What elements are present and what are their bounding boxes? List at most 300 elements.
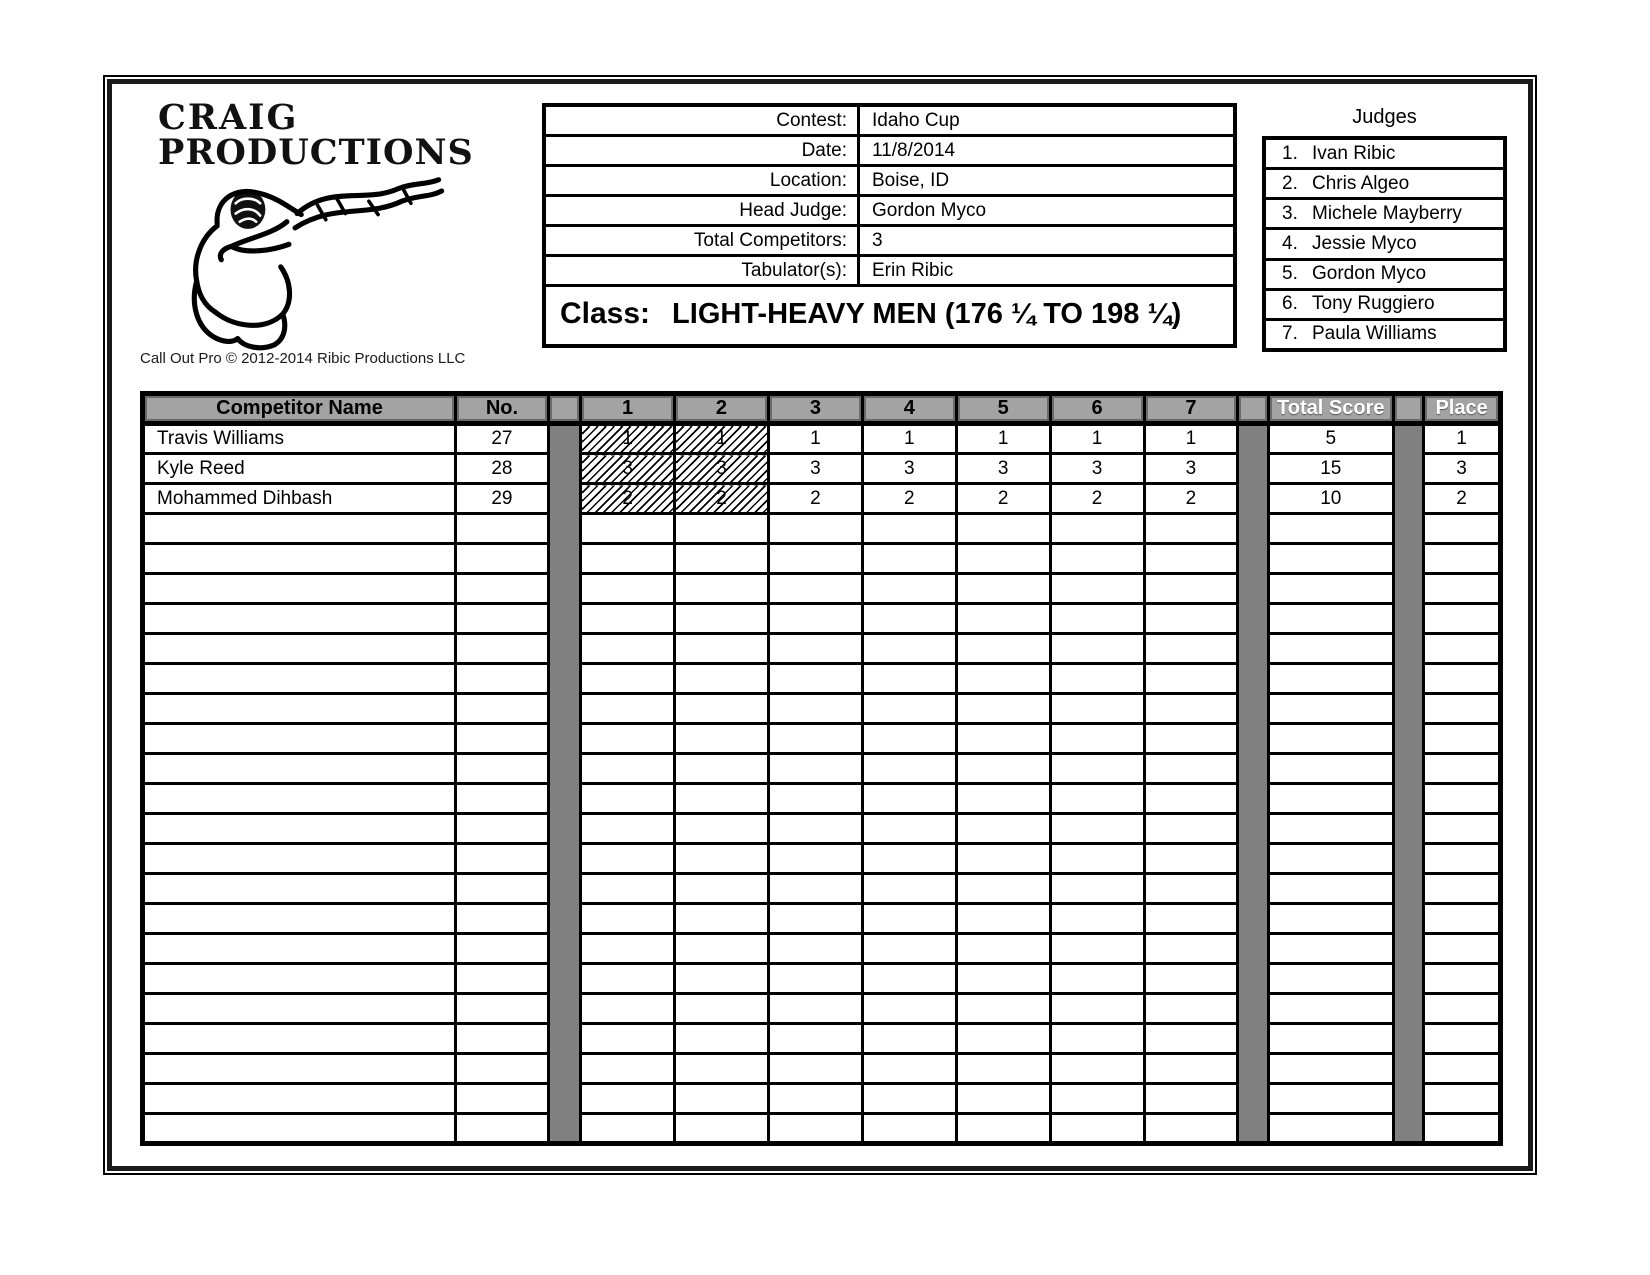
judge-score-cell-5 <box>956 694 1050 724</box>
total-score-cell <box>1268 604 1393 634</box>
judge-score-cell-1 <box>581 724 675 754</box>
place-cell: 3 <box>1424 454 1501 484</box>
judge-score-cell-7 <box>1144 604 1238 634</box>
spacer-cell <box>548 754 580 784</box>
judge-score-cell-4 <box>862 964 956 994</box>
place-cell <box>1424 664 1501 694</box>
total-score-cell <box>1268 934 1393 964</box>
judge-score-cell-7 <box>1144 754 1238 784</box>
total-score-cell: 5 <box>1268 424 1393 454</box>
place-cell <box>1424 964 1501 994</box>
spacer-cell <box>1238 844 1268 874</box>
header-spacer-3 <box>1393 394 1423 424</box>
score-table-body <box>143 424 1501 1144</box>
spacer-cell <box>548 544 580 574</box>
competitor-no-cell <box>455 724 548 754</box>
judge-score-cell-4: 2 <box>862 484 956 514</box>
spacer-cell <box>1238 1114 1268 1144</box>
place-cell <box>1424 1054 1501 1084</box>
judge-score-cell-2 <box>675 964 769 994</box>
judge-score-cell-7 <box>1144 1114 1238 1144</box>
judge-score-cell-4: 3 <box>862 454 956 484</box>
competitor-no-cell <box>455 664 548 694</box>
judge-score-cell-4 <box>862 1114 956 1144</box>
spacer-cell <box>548 724 580 754</box>
judge-number: 7. <box>1282 323 1298 345</box>
spacer-cell <box>548 1084 580 1114</box>
judge-score-cell-4 <box>862 904 956 934</box>
competitor-name-cell <box>143 724 456 754</box>
header-row <box>143 394 1501 424</box>
total-score-cell <box>1268 994 1393 1024</box>
total-score-cell <box>1268 694 1393 724</box>
judge-score-cell-6 <box>1050 514 1144 544</box>
judge-score-cell-7 <box>1144 634 1238 664</box>
place-cell <box>1424 1084 1501 1114</box>
judge-score-cell-2 <box>675 904 769 934</box>
spacer-cell <box>1393 784 1423 814</box>
judge-row-7 <box>1266 321 1503 348</box>
spacer-cell <box>1393 1054 1423 1084</box>
judge-score-cell-4 <box>862 754 956 784</box>
place-cell: 1 <box>1424 424 1501 454</box>
judge-score-cell-5 <box>956 604 1050 634</box>
col-header-judge-3: 3 <box>768 394 862 424</box>
spacer-cell <box>548 994 580 1024</box>
score-table <box>140 391 1503 1146</box>
empty-row <box>143 904 1501 934</box>
contest-info-row-1 <box>546 137 1233 167</box>
spacer-cell <box>1393 1024 1423 1054</box>
spacer-cell <box>548 1024 580 1054</box>
competitor-name-cell <box>143 544 456 574</box>
contest-info-row-0 <box>546 107 1233 137</box>
judge-score-cell-6 <box>1050 604 1144 634</box>
judge-score-cell-5: 3 <box>956 454 1050 484</box>
judge-score-cell-5 <box>956 514 1050 544</box>
judge-score-cell-7 <box>1144 724 1238 754</box>
spacer-cell <box>548 604 580 634</box>
spacer-cell <box>1393 424 1423 454</box>
judge-score-cell-2 <box>675 1084 769 1114</box>
contest-info-row-3 <box>546 197 1233 227</box>
competitor-no-cell <box>455 1114 548 1144</box>
judge-score-cell-6 <box>1050 784 1144 814</box>
place-cell <box>1424 784 1501 814</box>
col-header-total-score: Total Score <box>1268 394 1393 424</box>
spacer-cell <box>548 424 580 454</box>
judge-score-cell-4 <box>862 634 956 664</box>
empty-row <box>143 934 1501 964</box>
judge-row-5 <box>1266 261 1503 291</box>
judge-name: Chris Algeo <box>1312 172 1410 194</box>
spacer-cell <box>1238 904 1268 934</box>
competitor-no-cell <box>455 1084 548 1114</box>
spacer-cell <box>548 1114 580 1144</box>
empty-row <box>143 1054 1501 1084</box>
spacer-cell <box>1238 994 1268 1024</box>
judge-score-cell-5: 2 <box>956 484 1050 514</box>
judge-score-cell-4 <box>862 544 956 574</box>
judge-score-cell-6 <box>1050 574 1144 604</box>
competitor-name-cell <box>143 1024 456 1054</box>
judge-score-cell-6 <box>1050 874 1144 904</box>
competitor-name-cell <box>143 844 456 874</box>
spacer-cell <box>1393 904 1423 934</box>
page-border <box>103 75 1537 1175</box>
judge-score-cell-1 <box>581 814 675 844</box>
competitor-name-cell: Mohammed Dihbash <box>143 484 456 514</box>
contest-info-value: Erin Ribic <box>872 260 954 281</box>
contest-info-row-5 <box>546 257 1233 287</box>
total-score-cell <box>1268 814 1393 844</box>
judge-score-cell-7 <box>1144 1024 1238 1054</box>
judge-score-cell-4 <box>862 814 956 844</box>
judge-score-cell-7 <box>1144 874 1238 904</box>
page-content <box>107 79 1533 1171</box>
place-cell: 2 <box>1424 484 1501 514</box>
competitor-row-2 <box>143 484 1501 514</box>
place-cell <box>1424 604 1501 634</box>
judge-score-cell-1 <box>581 934 675 964</box>
judge-score-cell-5 <box>956 784 1050 814</box>
judge-score-cell-2 <box>675 754 769 784</box>
spacer-cell <box>1393 844 1423 874</box>
judge-row-1 <box>1266 140 1503 170</box>
place-cell <box>1424 514 1501 544</box>
judge-score-cell-5 <box>956 844 1050 874</box>
judge-score-cell-1 <box>581 664 675 694</box>
judge-score-cell-5 <box>956 634 1050 664</box>
judge-score-cell-1 <box>581 544 675 574</box>
competitor-name-cell <box>143 1114 456 1144</box>
competitor-no-cell <box>455 784 548 814</box>
judge-score-cell-3 <box>768 514 862 544</box>
place-cell <box>1424 544 1501 574</box>
judge-score-cell-5 <box>956 814 1050 844</box>
judge-score-cell-3 <box>768 724 862 754</box>
judge-score-cell-4 <box>862 1024 956 1054</box>
judge-score-cell-7 <box>1144 964 1238 994</box>
judge-score-cell-5: 1 <box>956 424 1050 454</box>
spacer-cell <box>548 934 580 964</box>
judge-score-cell-6: 2 <box>1050 484 1144 514</box>
judge-score-cell-5 <box>956 574 1050 604</box>
judge-score-cell-2: 2 <box>675 484 769 514</box>
competitor-no-cell <box>455 1054 548 1084</box>
judge-score-cell-5 <box>956 874 1050 904</box>
judge-score-cell-1 <box>581 904 675 934</box>
spacer-cell <box>1238 514 1268 544</box>
spacer-cell <box>548 784 580 814</box>
judge-score-cell-6 <box>1050 994 1144 1024</box>
contest-info-label: Tabulator(s): <box>546 257 860 284</box>
empty-row <box>143 544 1501 574</box>
empty-row <box>143 664 1501 694</box>
total-score-cell <box>1268 634 1393 664</box>
spacer-cell <box>1238 724 1268 754</box>
judge-score-cell-2 <box>675 814 769 844</box>
judge-score-cell-6 <box>1050 1114 1144 1144</box>
empty-row <box>143 724 1501 754</box>
place-cell <box>1424 994 1501 1024</box>
competitor-name-cell <box>143 934 456 964</box>
class-label: Class: <box>560 297 651 330</box>
competitor-no-cell: 27 <box>455 424 548 454</box>
judge-score-cell-4: 1 <box>862 424 956 454</box>
judge-score-cell-7 <box>1144 784 1238 814</box>
col-header-judge-1: 1 <box>581 394 675 424</box>
judge-score-cell-2 <box>675 664 769 694</box>
spacer-cell <box>1393 1084 1423 1114</box>
judge-score-cell-2 <box>675 694 769 724</box>
judge-score-cell-7: 3 <box>1144 454 1238 484</box>
judge-score-cell-3 <box>768 1084 862 1114</box>
judge-score-cell-1: 3 <box>581 454 675 484</box>
total-score-cell <box>1268 1114 1393 1144</box>
empty-row <box>143 1114 1501 1144</box>
contest-info-box <box>542 103 1237 348</box>
judge-score-cell-2 <box>675 544 769 574</box>
spacer-cell <box>1393 1114 1423 1144</box>
total-score-cell <box>1268 1054 1393 1084</box>
spacer-cell <box>1238 754 1268 784</box>
competitor-no-cell <box>455 814 548 844</box>
judge-score-cell-3 <box>768 544 862 574</box>
contest-info-value: Gordon Myco <box>872 200 987 221</box>
contest-info-row-4 <box>546 227 1233 257</box>
place-cell <box>1424 1114 1501 1144</box>
spacer-cell <box>548 454 580 484</box>
judge-score-cell-1 <box>581 874 675 904</box>
judge-score-cell-7 <box>1144 844 1238 874</box>
judge-score-cell-3 <box>768 604 862 634</box>
contest-info-label: Date: <box>546 137 860 164</box>
judge-score-cell-3 <box>768 754 862 784</box>
judge-score-cell-1 <box>581 784 675 814</box>
judge-score-cell-6 <box>1050 634 1144 664</box>
logo-line1: CRAIG <box>158 97 299 138</box>
judge-score-cell-3 <box>768 844 862 874</box>
judge-score-cell-1: 1 <box>581 424 675 454</box>
judge-score-cell-2 <box>675 1054 769 1084</box>
judge-score-cell-2 <box>675 634 769 664</box>
total-score-cell <box>1268 964 1393 994</box>
spacer-cell <box>1238 784 1268 814</box>
judge-score-cell-1 <box>581 1024 675 1054</box>
judge-score-cell-2 <box>675 994 769 1024</box>
spacer-cell <box>548 814 580 844</box>
judge-number: 2. <box>1282 172 1298 194</box>
col-header-judge-4: 4 <box>862 394 956 424</box>
spacer-cell <box>1238 694 1268 724</box>
spacer-cell <box>1238 814 1268 844</box>
competitor-row-0 <box>143 424 1501 454</box>
spacer-cell <box>1393 454 1423 484</box>
judge-score-cell-1 <box>581 994 675 1024</box>
total-score-cell <box>1268 664 1393 694</box>
judge-score-cell-1 <box>581 574 675 604</box>
judge-score-cell-3 <box>768 784 862 814</box>
judge-score-cell-4 <box>862 1084 956 1114</box>
total-score-cell <box>1268 1024 1393 1054</box>
judge-score-cell-6 <box>1050 934 1144 964</box>
judge-score-cell-3 <box>768 664 862 694</box>
judge-score-cell-7 <box>1144 994 1238 1024</box>
spacer-cell <box>1393 604 1423 634</box>
competitor-name-cell <box>143 1054 456 1084</box>
spacer-cell <box>1393 754 1423 784</box>
empty-row <box>143 1024 1501 1054</box>
judge-score-cell-2 <box>675 844 769 874</box>
contest-info-row-2 <box>546 167 1233 197</box>
judge-score-cell-3 <box>768 964 862 994</box>
judge-score-cell-1 <box>581 694 675 724</box>
competitor-name-cell <box>143 964 456 994</box>
competitor-no-cell <box>455 514 548 544</box>
judge-score-cell-4 <box>862 694 956 724</box>
judge-score-cell-1 <box>581 604 675 634</box>
judge-score-cell-4 <box>862 724 956 754</box>
judge-score-cell-4 <box>862 844 956 874</box>
spacer-cell <box>1238 634 1268 664</box>
judge-row-4 <box>1266 230 1503 260</box>
total-score-cell <box>1268 874 1393 904</box>
logo-line2: PRODUCTIONS <box>158 132 474 173</box>
judge-score-cell-7: 2 <box>1144 484 1238 514</box>
judge-score-cell-4 <box>862 514 956 544</box>
judge-score-cell-2 <box>675 604 769 634</box>
judge-score-cell-5 <box>956 664 1050 694</box>
total-score-cell <box>1268 514 1393 544</box>
competitor-no-cell <box>455 634 548 664</box>
spacer-cell <box>1393 964 1423 994</box>
judge-number: 1. <box>1282 142 1298 164</box>
competitor-no-cell <box>455 844 548 874</box>
judge-score-cell-5 <box>956 904 1050 934</box>
spacer-cell <box>1238 1024 1268 1054</box>
contest-info-label: Location: <box>546 167 860 194</box>
judge-score-cell-1 <box>581 1114 675 1144</box>
judge-score-cell-4 <box>862 574 956 604</box>
place-cell <box>1424 844 1501 874</box>
judge-score-cell-1 <box>581 514 675 544</box>
judge-score-cell-5 <box>956 1114 1050 1144</box>
spacer-cell <box>548 664 580 694</box>
judge-score-cell-1 <box>581 844 675 874</box>
spacer-cell <box>1393 994 1423 1024</box>
col-header-judge-5: 5 <box>956 394 1050 424</box>
judge-score-cell-3 <box>768 1054 862 1084</box>
spacer-cell <box>548 484 580 514</box>
judge-score-cell-5 <box>956 724 1050 754</box>
judge-score-cell-3: 3 <box>768 454 862 484</box>
contest-info-label: Head Judge: <box>546 197 860 224</box>
judge-score-cell-5 <box>956 1054 1050 1084</box>
judge-score-cell-6: 1 <box>1050 424 1144 454</box>
spacer-cell <box>1238 1084 1268 1114</box>
judge-score-cell-3: 2 <box>768 484 862 514</box>
spacer-cell <box>1238 964 1268 994</box>
judge-score-cell-6 <box>1050 1024 1144 1054</box>
judge-name: Paula Williams <box>1312 323 1437 345</box>
judge-number: 5. <box>1282 263 1298 285</box>
judge-score-cell-7 <box>1144 904 1238 934</box>
total-score-cell <box>1268 844 1393 874</box>
competitor-name-cell <box>143 574 456 604</box>
judge-score-cell-3 <box>768 574 862 604</box>
spacer-cell <box>548 1054 580 1084</box>
spacer-cell <box>1393 694 1423 724</box>
judge-score-cell-7 <box>1144 664 1238 694</box>
judge-score-cell-4 <box>862 664 956 694</box>
place-cell <box>1424 1024 1501 1054</box>
judge-score-cell-6 <box>1050 544 1144 574</box>
spacer-cell <box>1393 544 1423 574</box>
judge-number: 6. <box>1282 293 1298 315</box>
contest-info-label: Total Competitors: <box>546 227 860 254</box>
judge-score-cell-1 <box>581 634 675 664</box>
judge-score-cell-4 <box>862 934 956 964</box>
col-header-competitor-name: Competitor Name <box>143 394 456 424</box>
empty-row <box>143 754 1501 784</box>
competitor-name-cell <box>143 604 456 634</box>
copyright-note: Call Out Pro © 2012-2014 Ribic Productions LLC <box>140 350 466 367</box>
judge-score-cell-3 <box>768 994 862 1024</box>
judge-score-cell-5 <box>956 964 1050 994</box>
judge-score-cell-7 <box>1144 574 1238 604</box>
competitor-name-cell <box>143 994 456 1024</box>
contest-info-value: 11/8/2014 <box>872 140 956 161</box>
total-score-cell <box>1268 1084 1393 1114</box>
competitor-name-cell: Kyle Reed <box>143 454 456 484</box>
spacer-cell <box>1238 874 1268 904</box>
judge-score-cell-3: 1 <box>768 424 862 454</box>
judge-score-cell-7 <box>1144 1084 1238 1114</box>
place-cell <box>1424 874 1501 904</box>
kneeling-bodybuilder-icon <box>132 150 452 355</box>
empty-row <box>143 784 1501 814</box>
judge-score-cell-5 <box>956 994 1050 1024</box>
judge-score-cell-5 <box>956 934 1050 964</box>
contest-info-value: Boise, ID <box>872 170 950 191</box>
competitor-no-cell <box>455 874 548 904</box>
judges-list <box>1262 136 1507 352</box>
spacer-cell <box>1238 454 1268 484</box>
spacer-cell <box>548 904 580 934</box>
judge-number: 4. <box>1282 232 1298 254</box>
judge-score-cell-1 <box>581 964 675 994</box>
spacer-cell <box>1393 634 1423 664</box>
place-cell <box>1424 904 1501 934</box>
spacer-cell <box>548 574 580 604</box>
empty-row <box>143 634 1501 664</box>
judge-score-cell-2 <box>675 574 769 604</box>
spacer-cell <box>1393 574 1423 604</box>
competitor-name-cell <box>143 514 456 544</box>
empty-row <box>143 694 1501 724</box>
spacer-cell <box>548 844 580 874</box>
spacer-cell <box>1393 814 1423 844</box>
col-header-judge-7: 7 <box>1144 394 1238 424</box>
header-spacer-1 <box>548 394 580 424</box>
judge-score-cell-3 <box>768 904 862 934</box>
spacer-cell <box>548 634 580 664</box>
contest-info-value: 3 <box>872 230 883 251</box>
judge-score-cell-1 <box>581 1084 675 1114</box>
judge-score-cell-7 <box>1144 814 1238 844</box>
competitor-name-cell: Travis Williams <box>143 424 456 454</box>
